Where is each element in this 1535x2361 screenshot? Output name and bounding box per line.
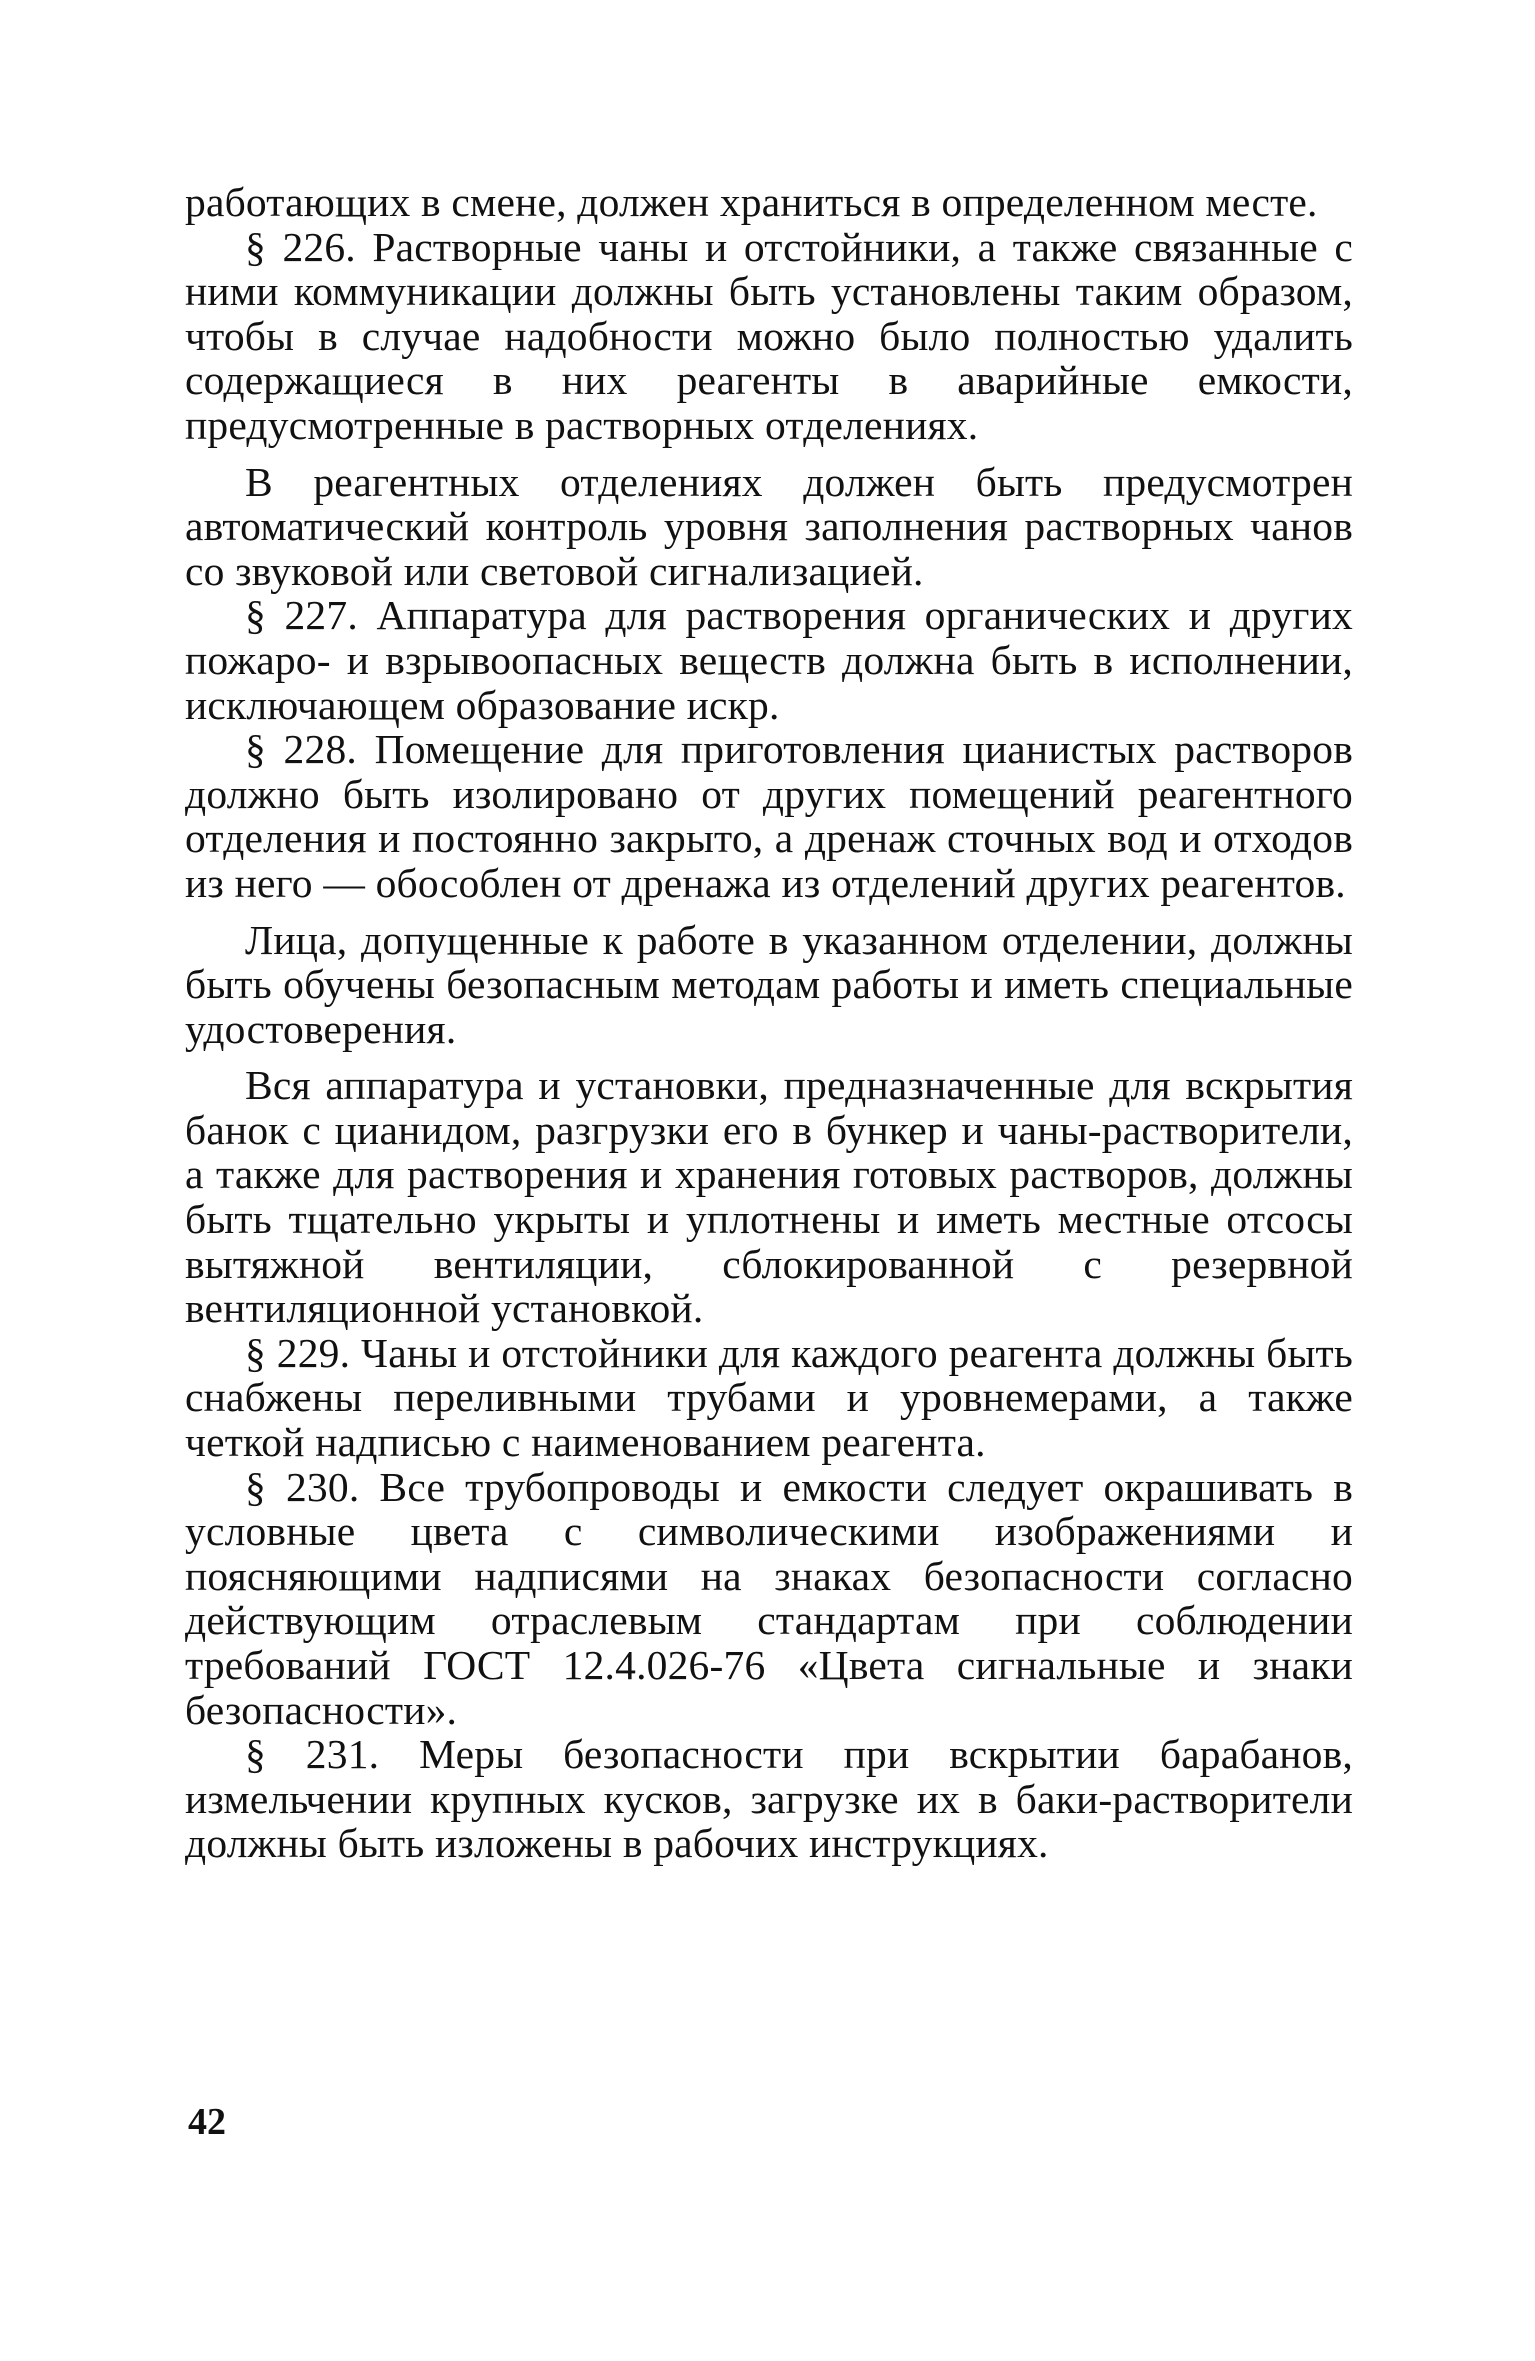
paragraph-229: § 229. Чаны и отстойники для каждого реагента должны быть снабжены переливными трубами и уровнемерами, а также четкой надписью с наименованием реагента. xyxy=(185,1329,1353,1466)
paragraph-228: § 228. Помещение для приготовления цианистых растворов должно быть изолировано от других помещений реагентного отделения и постоянно закрыто, а дренаж сточных вод и отходов из него — обособлен от дренажа из отделений других реагентов. xyxy=(185,726,1353,906)
paragraph-personnel: Лица, допущенные к работе в указанном отделении, должны быть обучены безопасным методам работы и иметь специальные удостоверения. xyxy=(185,916,1353,1052)
paragraph-equipment: Вся аппаратура и установки, предназначенные для вскрытия банок с цианидом, разгрузки его в бункер и чаны-растворители, а также для растворения и хранения готовых растворов, должны быть тщательно укрыты и уплотнены и иметь местные отсосы вытяжной вентиляции, сблокированной с резервной вентиляционной установкой. xyxy=(185,1062,1353,1332)
paragraph-226: § 226. Растворные чаны и отстойники, а также связанные с ними коммуникации должны быть установлены таким образом, чтобы в случае надобности можно было полностью удалить содержащиеся в них реагенты в аварийные емкости, предусмотренные в растворных отделениях. xyxy=(185,223,1353,448)
paragraph-231: § 231. Меры безопасности при вскрытии барабанов, измельчении крупных кусков, загрузке их в баки-растворители должны быть изложены в рабочих инструкциях. xyxy=(185,1731,1353,1867)
paragraph-227: § 227. Аппаратура для растворения органических и других пожаро- и взрывоопасных веществ должна быть в исполнении, исключающем образование искр. xyxy=(185,592,1353,728)
paragraph-continuation: работающих в смене, должен храниться в определенном месте. xyxy=(185,179,1318,225)
page-number: 42 xyxy=(188,2101,226,2143)
page-body xyxy=(185,180,1353,1866)
paragraph-230: § 230. Все трубопроводы и емкости следует окрашивать в условные цвета с символическими изображениями и поясняющими надписями на знаках безопасности согласно действующим отраслевым стандартам при соблюдении требований ГОСТ 12.4.026-76 «Цвета сигнальные и знаки безопасности». xyxy=(185,1463,1353,1733)
paragraph-reagent-control: В реагентных отделениях должен быть предусмотрен автоматический контроль уровня заполнения растворных чанов со звуковой или световой сигнализацией. xyxy=(185,458,1353,594)
